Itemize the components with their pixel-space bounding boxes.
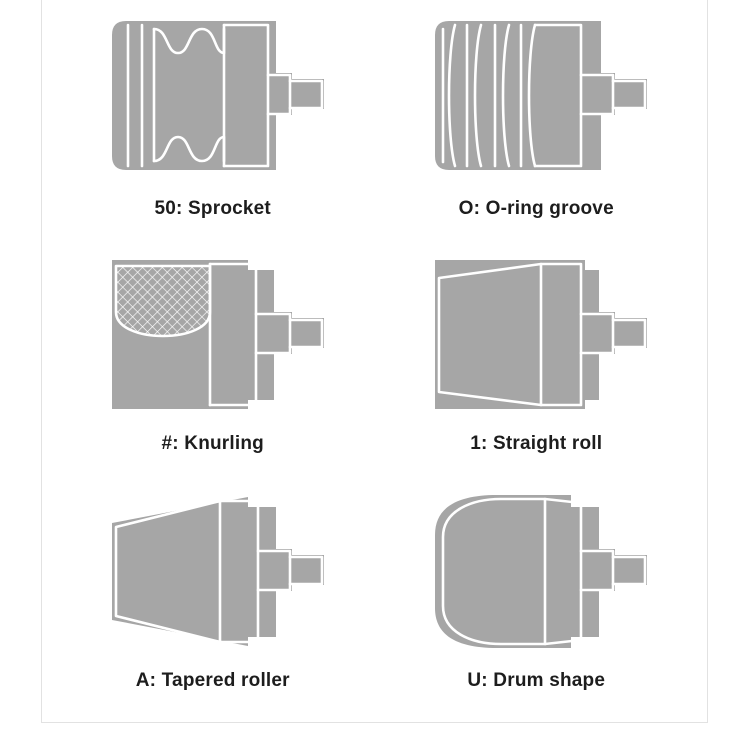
tapered-roller-icon <box>98 486 328 656</box>
roller-type-caption: #: Knurling <box>161 433 264 454</box>
roller-type-grid <box>41 0 708 723</box>
roller-type-cell-sprocket <box>51 4 375 239</box>
roller-type-caption: U: Drum shape <box>467 670 606 691</box>
roller-type-caption: O: O-ring groove <box>458 198 614 219</box>
roller-type-caption: A: Tapered roller <box>135 670 290 691</box>
straight-roller-icon <box>421 249 651 419</box>
roller-type-cell-straight-roll <box>375 239 699 474</box>
roller-type-caption: 1: Straight roll <box>470 433 603 454</box>
roller-type-cell-o-ring-groove <box>375 4 699 239</box>
roller-type-cell-tapered-roller <box>51 474 375 709</box>
drum-shape-roller-icon <box>421 486 651 656</box>
knurling-roller-icon <box>98 249 328 419</box>
o-ring-groove-roller-icon <box>421 10 651 180</box>
roller-type-caption: 50: Sprocket <box>154 198 271 219</box>
roller-type-cell-knurling <box>51 239 375 474</box>
roller-type-cell-drum-shape <box>375 474 699 709</box>
sprocket-roller-icon <box>98 10 328 180</box>
